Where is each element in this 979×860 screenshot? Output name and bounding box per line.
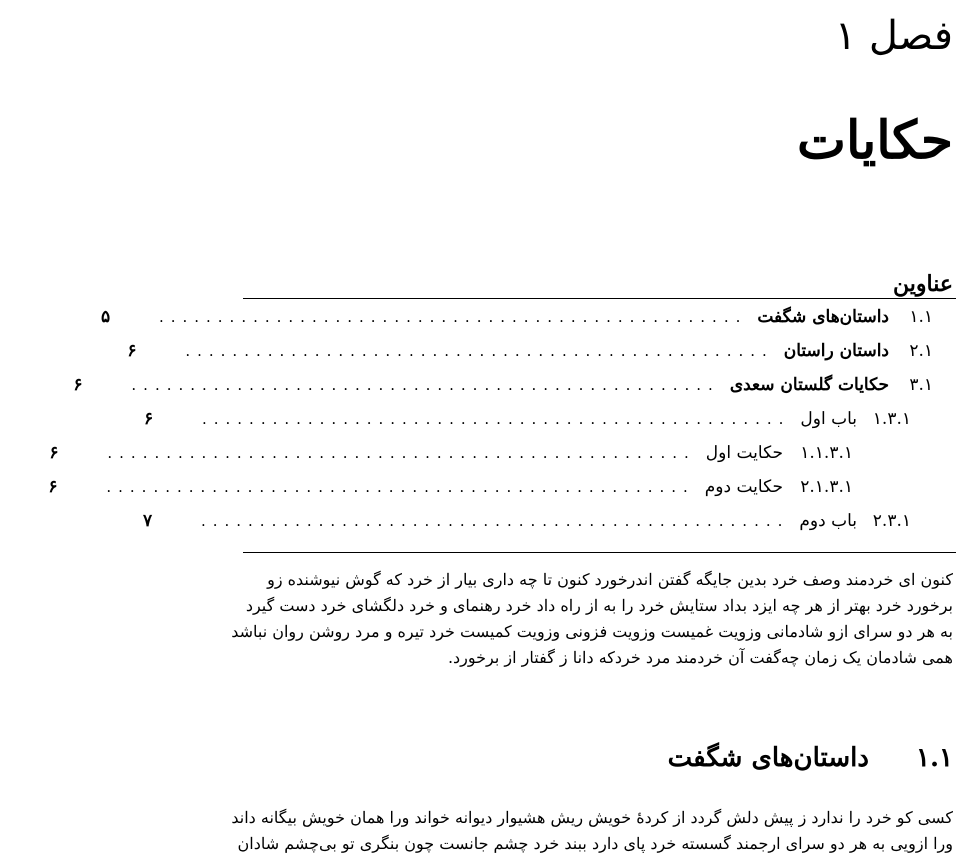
document-page [48,0,953,860]
paragraph-line: برخورد خرد بهتر از هر چه ایزد بداد ستایش خرد را به از راه داد خرد رهنمای و خرد دلگشای خرد دست گیرد [245,596,953,615]
toc-entry-title: باب اول [800,409,857,429]
toc-leader-dots: .................................................. [200,512,790,530]
toc-entry-page: ۶ [127,341,137,361]
toc-entry-number: ۲.۱ [909,341,933,361]
toc-entry-page: ۶ [73,375,83,395]
paragraph-line: کنون ای خردمند وصف خرد بدین جایگه گفتن اندرخورد کنون تا چه داری بیار از خرد که گوش نیوشنده زو [267,570,953,589]
toc-entry-title: باب دوم [799,511,857,531]
toc-entry-number: ۳.۱ [909,375,933,395]
toc-entry[interactable] [100,302,953,332]
toc-leader-dots: .................................................. [131,376,720,394]
intro-paragraph [231,567,953,671]
toc-entry-page: ۷ [142,511,153,531]
section-paragraph [231,805,953,857]
toc-entry-page: ۵ [100,307,111,327]
toc-entry-title: داستان راستان [783,341,889,361]
toc-entry-number: ۱.۱ [909,307,933,327]
toc-entry-number: ۱.۱.۳.۱ [800,443,853,463]
paragraph-line: ورا ازویی به هر دو سرای ارجمند گسسته خرد پای دارد ببند خرد چشم جانست چون بنگری تو بی‌چشم شادان [237,834,953,853]
table-of-contents [48,302,953,542]
paragraph-line: به هر دو سرای ازو شادمانی وزویت غمیست وزویت فزونی وزویت کمیست خرد تیره و مرد روشن روان نباشد [231,622,953,641]
section-number: ۱.۱ [916,743,953,773]
toc-top-rule [243,298,956,299]
toc-leader-dots: .................................................. [106,478,695,496]
section-heading [668,738,953,778]
toc-leader-dots: .................................................. [185,342,774,360]
chapter-label: فصل ۱ [834,13,953,59]
toc-entry-title: حکایت اول [705,443,783,463]
toc-entry-title: حکایات گلستان سعدی [729,375,889,395]
toc-entry-number: ۲.۳.۱ [872,511,911,531]
toc-bottom-rule [243,552,956,553]
chapter-title: حکایات [797,110,953,171]
toc-entry-page: ۶ [49,443,59,463]
toc-heading: عناوین [893,271,953,297]
toc-entry[interactable] [48,472,953,502]
toc-entry-title: داستان‌های شگفت [757,307,889,327]
toc-entry[interactable] [127,336,953,366]
toc-leader-dots: .................................................. [107,444,696,462]
section-title: داستان‌های شگفت [667,743,869,773]
toc-entry-number: ۲.۱.۳.۱ [800,477,853,497]
toc-entry[interactable] [142,506,953,536]
toc-entry-page: ۶ [143,409,154,429]
toc-leader-dots: .................................................. [158,308,748,326]
paragraph-line: کسی کو خرد را ندارد ز پیش دلش گردد از کردهٔ خویش ریش هشیوار دیوانه خواند ورا همان خویش بیگانه داند [231,808,953,827]
toc-entry-page: ۶ [48,477,58,497]
toc-leader-dots: .................................................. [201,410,791,428]
toc-entry[interactable] [49,438,953,468]
toc-entry-title: حکایت دوم [704,477,783,497]
toc-entry[interactable] [143,404,953,434]
toc-entry-number: ۱.۳.۱ [872,409,911,429]
paragraph-line: همی شادمان یک زمان چه‌گفت آن خردمند مرد خردکه دانا ز گفتار از برخورد. [447,648,953,667]
toc-entry[interactable] [73,370,953,400]
